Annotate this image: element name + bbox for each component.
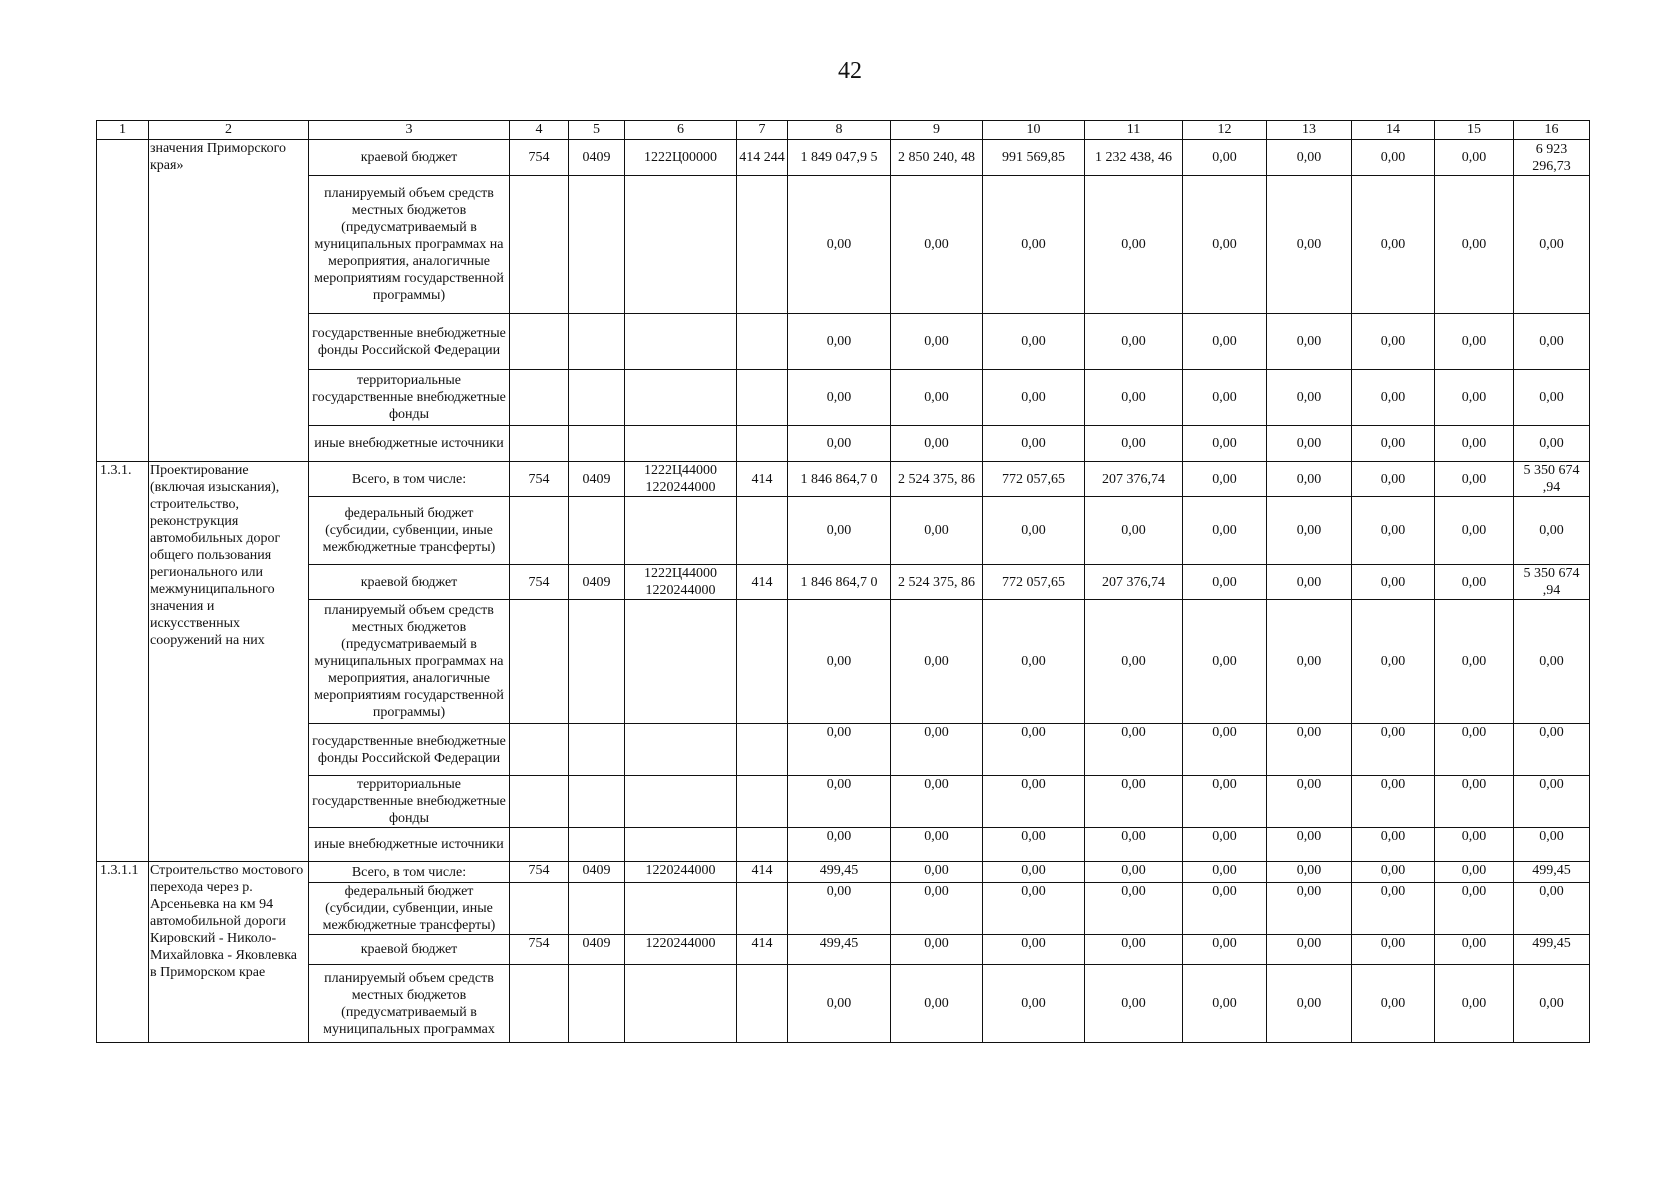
year-value: 0,00 — [983, 724, 1085, 776]
table-row — [97, 776, 1590, 828]
item-name: значения Приморского края» — [149, 140, 309, 462]
year-value: 0,00 — [1435, 426, 1514, 462]
expense-type — [737, 600, 788, 724]
year-value: 0,00 — [1085, 724, 1183, 776]
year-value: 0,00 — [1183, 370, 1267, 426]
ministry-code — [510, 370, 569, 426]
year-value: 0,00 — [983, 776, 1085, 828]
total-value: 0,00 — [1514, 426, 1590, 462]
year-value: 0,00 — [1183, 883, 1267, 935]
ministry-code — [510, 314, 569, 370]
year-value: 0,00 — [1085, 497, 1183, 565]
funding-source: планируемый объем средств местных бюджетов (предусматриваемый в муниципальных программах — [309, 965, 510, 1043]
expense-type: 414 — [737, 565, 788, 600]
table-row — [97, 140, 1590, 176]
column-header: 8 — [788, 121, 891, 140]
year-value: 0,00 — [891, 828, 983, 862]
funding-source: планируемый объем средств местных бюджетов (предусматриваемый в муниципальных программах на мероприятия, аналогичные мероприятиям государственной программы) — [309, 176, 510, 314]
year-value: 0,00 — [1267, 935, 1352, 965]
year-value: 991 569,85 — [983, 140, 1085, 176]
year-value: 0,00 — [1267, 600, 1352, 724]
year-value: 0,00 — [891, 497, 983, 565]
year-value: 0,00 — [891, 724, 983, 776]
column-header: 10 — [983, 121, 1085, 140]
year-value: 0,00 — [983, 497, 1085, 565]
year-value: 0,00 — [788, 776, 891, 828]
section-code — [569, 600, 625, 724]
year-value: 0,00 — [1183, 426, 1267, 462]
target-code — [625, 314, 737, 370]
column-header: 13 — [1267, 121, 1352, 140]
target-code — [625, 426, 737, 462]
year-value: 0,00 — [1085, 935, 1183, 965]
year-value: 0,00 — [1085, 426, 1183, 462]
year-value: 0,00 — [891, 883, 983, 935]
budget-table — [96, 120, 1590, 1043]
year-value: 0,00 — [1435, 776, 1514, 828]
year-value: 0,00 — [788, 724, 891, 776]
year-value: 0,00 — [891, 935, 983, 965]
expense-type: 414 244 — [737, 140, 788, 176]
funding-source: федеральный бюджет (субсидии, субвенции, иные межбюджетные трансферты) — [309, 497, 510, 565]
year-value: 207 376,74 — [1085, 565, 1183, 600]
year-value: 0,00 — [983, 862, 1085, 883]
year-value: 0,00 — [1183, 176, 1267, 314]
year-value: 0,00 — [1352, 565, 1435, 600]
year-value: 0,00 — [1267, 314, 1352, 370]
total-value: 0,00 — [1514, 176, 1590, 314]
item-number: 1.3.1.1 — [97, 862, 149, 1043]
year-value: 1 846 864,7 0 — [788, 565, 891, 600]
total-value: 499,45 — [1514, 935, 1590, 965]
year-value: 0,00 — [1267, 965, 1352, 1043]
year-value: 1 849 047,9 5 — [788, 140, 891, 176]
section-code — [569, 724, 625, 776]
column-header: 12 — [1183, 121, 1267, 140]
year-value: 0,00 — [1183, 140, 1267, 176]
total-value: 0,00 — [1514, 828, 1590, 862]
column-header: 1 — [97, 121, 149, 140]
year-value: 772 057,65 — [983, 462, 1085, 497]
year-value: 0,00 — [1435, 883, 1514, 935]
year-value: 0,00 — [1352, 497, 1435, 565]
year-value: 0,00 — [788, 176, 891, 314]
section-code: 0409 — [569, 140, 625, 176]
target-code — [625, 370, 737, 426]
year-value: 0,00 — [1183, 935, 1267, 965]
ministry-code — [510, 600, 569, 724]
section-code — [569, 314, 625, 370]
year-value: 0,00 — [891, 862, 983, 883]
year-value: 0,00 — [1267, 862, 1352, 883]
ministry-code: 754 — [510, 462, 569, 497]
year-value: 0,00 — [1183, 862, 1267, 883]
expense-type — [737, 965, 788, 1043]
item-number: 1.3.1. — [97, 462, 149, 862]
total-value: 0,00 — [1514, 370, 1590, 426]
year-value: 0,00 — [1435, 828, 1514, 862]
table-row — [97, 724, 1590, 776]
year-value: 0,00 — [1352, 935, 1435, 965]
column-number-row — [97, 121, 1590, 140]
target-code — [625, 965, 737, 1043]
expense-type — [737, 883, 788, 935]
year-value: 0,00 — [1435, 314, 1514, 370]
item-name: Строительство мостового перехода через р. Арсеньевка на км 94 автомобильной дороги Кировский - Николо-Михайловка - Яковлевка в Приморском крае — [149, 862, 309, 1043]
expense-type — [737, 776, 788, 828]
section-code: 0409 — [569, 462, 625, 497]
section-code — [569, 497, 625, 565]
table-row — [97, 883, 1590, 935]
funding-source: государственные внебюджетные фонды Российской Федерации — [309, 314, 510, 370]
target-code — [625, 497, 737, 565]
year-value: 0,00 — [1435, 565, 1514, 600]
year-value: 0,00 — [1352, 883, 1435, 935]
funding-source: территориальные государственные внебюджетные фонды — [309, 776, 510, 828]
column-header: 16 — [1514, 121, 1590, 140]
year-value: 0,00 — [983, 883, 1085, 935]
year-value: 0,00 — [1267, 565, 1352, 600]
expense-type — [737, 314, 788, 370]
year-value: 0,00 — [1267, 724, 1352, 776]
year-value: 0,00 — [1435, 600, 1514, 724]
table-row — [97, 935, 1590, 965]
total-value: 0,00 — [1514, 314, 1590, 370]
year-value: 0,00 — [1352, 370, 1435, 426]
year-value: 1 846 864,7 0 — [788, 462, 891, 497]
year-value: 0,00 — [891, 965, 983, 1043]
column-header: 11 — [1085, 121, 1183, 140]
target-code: 1222Ц00000 — [625, 140, 737, 176]
year-value: 0,00 — [788, 883, 891, 935]
year-value: 0,00 — [1267, 497, 1352, 565]
table-row — [97, 462, 1590, 497]
section-code — [569, 965, 625, 1043]
funding-source: федеральный бюджет (субсидии, субвенции, иные межбюджетные трансферты) — [309, 883, 510, 935]
year-value: 0,00 — [891, 176, 983, 314]
funding-source: Всего, в том числе: — [309, 462, 510, 497]
year-value: 0,00 — [1085, 883, 1183, 935]
total-value: 5 350 674 ,94 — [1514, 462, 1590, 497]
section-code — [569, 828, 625, 862]
expense-type: 414 — [737, 935, 788, 965]
total-value: 0,00 — [1514, 776, 1590, 828]
target-code — [625, 883, 737, 935]
year-value: 0,00 — [1085, 776, 1183, 828]
target-code: 1220244000 — [625, 862, 737, 883]
year-value: 0,00 — [1435, 370, 1514, 426]
year-value: 0,00 — [1085, 862, 1183, 883]
expense-type — [737, 724, 788, 776]
section-code — [569, 776, 625, 828]
year-value: 0,00 — [1267, 426, 1352, 462]
target-code — [625, 776, 737, 828]
year-value: 0,00 — [1352, 140, 1435, 176]
year-value: 0,00 — [1267, 883, 1352, 935]
expense-type: 414 — [737, 462, 788, 497]
year-value: 0,00 — [1183, 776, 1267, 828]
column-header: 6 — [625, 121, 737, 140]
year-value: 499,45 — [788, 862, 891, 883]
funding-source: краевой бюджет — [309, 565, 510, 600]
year-value: 0,00 — [1435, 862, 1514, 883]
year-value: 0,00 — [1352, 426, 1435, 462]
total-value: 5 350 674 ,94 — [1514, 565, 1590, 600]
year-value: 0,00 — [1183, 724, 1267, 776]
year-value: 0,00 — [1085, 370, 1183, 426]
funding-source: иные внебюджетные источники — [309, 828, 510, 862]
section-code: 0409 — [569, 862, 625, 883]
year-value: 0,00 — [1183, 565, 1267, 600]
year-value: 0,00 — [891, 370, 983, 426]
year-value: 0,00 — [1435, 935, 1514, 965]
total-value: 0,00 — [1514, 600, 1590, 724]
section-code: 0409 — [569, 935, 625, 965]
year-value: 0,00 — [1435, 497, 1514, 565]
funding-source: иные внебюджетные источники — [309, 426, 510, 462]
year-value: 0,00 — [1352, 776, 1435, 828]
year-value: 0,00 — [1267, 776, 1352, 828]
target-code — [625, 828, 737, 862]
ministry-code — [510, 828, 569, 862]
year-value: 0,00 — [983, 426, 1085, 462]
year-value: 2 524 375, 86 — [891, 565, 983, 600]
year-value: 0,00 — [983, 828, 1085, 862]
year-value: 2 850 240, 48 — [891, 140, 983, 176]
year-value: 0,00 — [1085, 314, 1183, 370]
year-value: 1 232 438, 46 — [1085, 140, 1183, 176]
target-code — [625, 724, 737, 776]
year-value: 2 524 375, 86 — [891, 462, 983, 497]
table-row — [97, 965, 1590, 1043]
table-row — [97, 426, 1590, 462]
funding-source: краевой бюджет — [309, 140, 510, 176]
target-code: 1222Ц44000 1220244000 — [625, 565, 737, 600]
funding-source: Всего, в том числе: — [309, 862, 510, 883]
table-row — [97, 565, 1590, 600]
year-value: 0,00 — [1435, 176, 1514, 314]
column-header: 14 — [1352, 121, 1435, 140]
page-number: 42 — [838, 58, 862, 84]
total-value: 0,00 — [1514, 965, 1590, 1043]
year-value: 0,00 — [1352, 314, 1435, 370]
year-value: 0,00 — [983, 965, 1085, 1043]
total-value: 0,00 — [1514, 883, 1590, 935]
year-value: 0,00 — [983, 935, 1085, 965]
column-header: 7 — [737, 121, 788, 140]
ministry-code: 754 — [510, 935, 569, 965]
year-value: 0,00 — [1435, 462, 1514, 497]
column-header: 3 — [309, 121, 510, 140]
column-header: 4 — [510, 121, 569, 140]
year-value: 0,00 — [1183, 462, 1267, 497]
ministry-code — [510, 497, 569, 565]
section-code: 0409 — [569, 565, 625, 600]
year-value: 499,45 — [788, 935, 891, 965]
ministry-code: 754 — [510, 565, 569, 600]
table-row — [97, 314, 1590, 370]
year-value: 772 057,65 — [983, 565, 1085, 600]
table-body — [97, 140, 1590, 1043]
section-code — [569, 176, 625, 314]
total-value: 0,00 — [1514, 724, 1590, 776]
year-value: 0,00 — [1435, 140, 1514, 176]
ministry-code — [510, 965, 569, 1043]
year-value: 0,00 — [788, 965, 891, 1043]
table-row — [97, 600, 1590, 724]
year-value: 0,00 — [1352, 965, 1435, 1043]
year-value: 0,00 — [1352, 828, 1435, 862]
year-value: 0,00 — [1267, 370, 1352, 426]
item-number — [97, 140, 149, 462]
year-value: 207 376,74 — [1085, 462, 1183, 497]
year-value: 0,00 — [788, 370, 891, 426]
year-value: 0,00 — [983, 314, 1085, 370]
year-value: 0,00 — [1352, 862, 1435, 883]
year-value: 0,00 — [1267, 176, 1352, 314]
section-code — [569, 883, 625, 935]
year-value: 0,00 — [1352, 462, 1435, 497]
year-value: 0,00 — [983, 370, 1085, 426]
funding-source: краевой бюджет — [309, 935, 510, 965]
year-value: 0,00 — [788, 314, 891, 370]
section-code — [569, 426, 625, 462]
total-value: 0,00 — [1514, 497, 1590, 565]
year-value: 0,00 — [1435, 965, 1514, 1043]
year-value: 0,00 — [1183, 828, 1267, 862]
year-value: 0,00 — [1085, 176, 1183, 314]
year-value: 0,00 — [983, 176, 1085, 314]
expense-type: 414 — [737, 862, 788, 883]
item-name: Проектирование (включая изыскания), строительство, реконструкция автомобильных дорог общего пользования регионального или межмуниципального значения и искусственных сооружений на них — [149, 462, 309, 862]
column-header: 5 — [569, 121, 625, 140]
year-value: 0,00 — [1435, 724, 1514, 776]
year-value: 0,00 — [1267, 462, 1352, 497]
ministry-code — [510, 426, 569, 462]
table-row — [97, 497, 1590, 565]
year-value: 0,00 — [891, 600, 983, 724]
year-value: 0,00 — [1183, 965, 1267, 1043]
funding-source: планируемый объем средств местных бюджетов (предусматриваемый в муниципальных программах на мероприятия, аналогичные мероприятиям государственной программы) — [309, 600, 510, 724]
year-value: 0,00 — [1085, 600, 1183, 724]
ministry-code — [510, 776, 569, 828]
column-header: 15 — [1435, 121, 1514, 140]
year-value: 0,00 — [1183, 497, 1267, 565]
expense-type — [737, 497, 788, 565]
year-value: 0,00 — [891, 776, 983, 828]
expense-type — [737, 426, 788, 462]
year-value: 0,00 — [788, 828, 891, 862]
target-code: 1220244000 — [625, 935, 737, 965]
column-header: 2 — [149, 121, 309, 140]
year-value: 0,00 — [891, 426, 983, 462]
target-code: 1222Ц44000 1220244000 — [625, 462, 737, 497]
year-value: 0,00 — [788, 497, 891, 565]
table-row — [97, 862, 1590, 883]
ministry-code: 754 — [510, 140, 569, 176]
expense-type — [737, 370, 788, 426]
year-value: 0,00 — [891, 314, 983, 370]
year-value: 0,00 — [788, 426, 891, 462]
expense-type — [737, 828, 788, 862]
year-value: 0,00 — [1267, 140, 1352, 176]
year-value: 0,00 — [1352, 176, 1435, 314]
target-code — [625, 600, 737, 724]
expense-type — [737, 176, 788, 314]
ministry-code — [510, 176, 569, 314]
year-value: 0,00 — [788, 600, 891, 724]
year-value: 0,00 — [1085, 828, 1183, 862]
total-value: 499,45 — [1514, 862, 1590, 883]
funding-source: территориальные государственные внебюджетные фонды — [309, 370, 510, 426]
total-value: 6 923 296,73 — [1514, 140, 1590, 176]
ministry-code — [510, 883, 569, 935]
year-value: 0,00 — [1267, 828, 1352, 862]
funding-source: государственные внебюджетные фонды Российской Федерации — [309, 724, 510, 776]
ministry-code — [510, 724, 569, 776]
table-row — [97, 176, 1590, 314]
year-value: 0,00 — [1352, 600, 1435, 724]
year-value: 0,00 — [983, 600, 1085, 724]
year-value: 0,00 — [1183, 600, 1267, 724]
section-code — [569, 370, 625, 426]
table-row — [97, 828, 1590, 862]
column-header: 9 — [891, 121, 983, 140]
year-value: 0,00 — [1183, 314, 1267, 370]
year-value: 0,00 — [1085, 965, 1183, 1043]
ministry-code: 754 — [510, 862, 569, 883]
year-value: 0,00 — [1352, 724, 1435, 776]
table-row — [97, 370, 1590, 426]
target-code — [625, 176, 737, 314]
